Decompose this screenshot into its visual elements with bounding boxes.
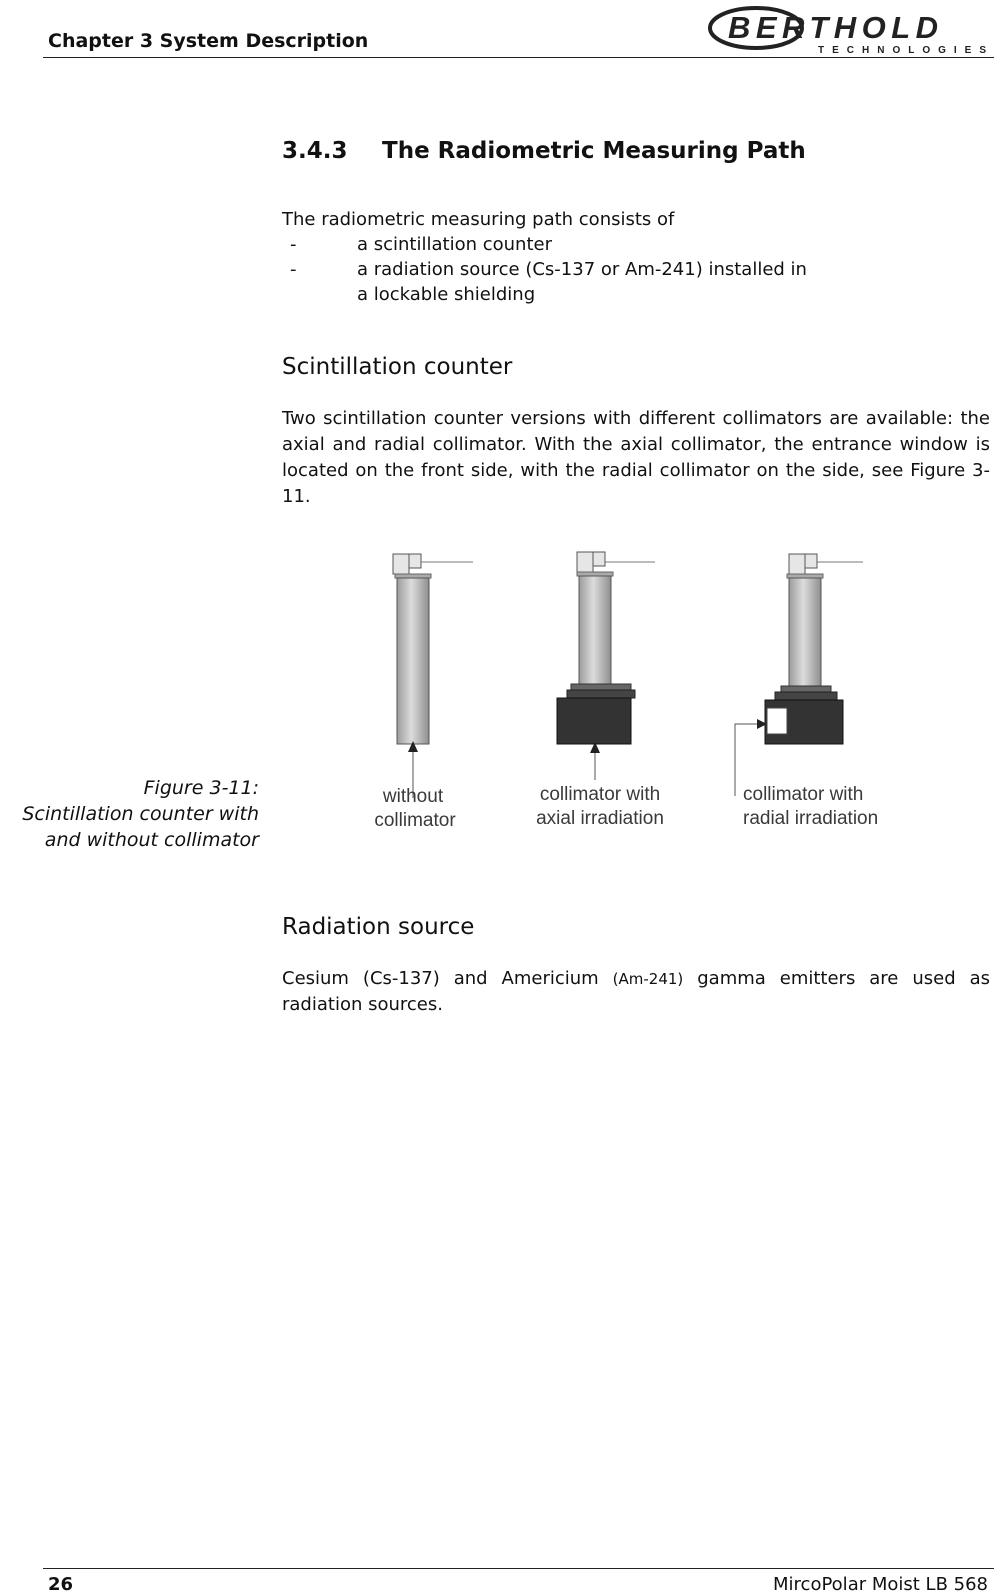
list-item-text: a radiation source (Cs-137 or Am-241) installed in	[357, 259, 807, 280]
document-name: MircoPolar Moist LB 568	[773, 1574, 988, 1595]
list-dash: -	[290, 234, 297, 255]
scintillation-counter-figure	[355, 548, 915, 848]
section-title	[282, 138, 806, 164]
radiation-text-start: Cesium (Cs-137) and Americium	[282, 968, 599, 989]
subheading-scintillation: Scintillation counter	[282, 354, 513, 380]
subheading-radiation: Radiation source	[282, 914, 475, 940]
berthold-logo	[700, 4, 994, 56]
chapter-title: Chapter 3 System Description	[48, 30, 369, 52]
footer-rule	[43, 1568, 994, 1569]
detector-axial-collimator	[557, 552, 655, 780]
figure-caption	[0, 775, 259, 853]
header-rule	[43, 57, 994, 58]
radiation-text-end: gamma emitters are used as radiation sources.	[282, 968, 990, 1015]
scintillation-paragraph: Two scintillation counter versions with different collimators are available: the axial and radial collimator. With the axial collimator, the entrance window is located on the front side, with the radial collimator on the side, see Figure 3-11.	[282, 408, 990, 507]
label-radial-line1: collimator with	[743, 784, 864, 805]
label-without-line2: collimator	[374, 810, 456, 831]
label-radial-line2: radial irradiation	[743, 808, 879, 829]
list-item-text: a lockable shielding	[357, 284, 536, 305]
caption-line: and without collimator	[44, 829, 259, 851]
radiation-text-am: (Am-241)	[612, 970, 684, 988]
detector-without-collimator	[393, 554, 473, 798]
detector-radial-collimator	[735, 554, 863, 796]
list-dash: -	[290, 259, 297, 280]
label-axial-line2: axial irradiation	[536, 808, 664, 829]
label-without-line1: without	[382, 786, 444, 807]
list-item	[282, 232, 982, 257]
caption-line: Figure 3-11:	[143, 777, 259, 799]
logo-main-text: BERTHOLD	[728, 10, 938, 45]
label-axial-line1: collimator with	[539, 784, 661, 805]
caption-line: Scintillation counter with	[22, 803, 259, 825]
radiation-paragraph	[282, 966, 990, 1018]
section-number: 3.4.3	[282, 138, 348, 164]
logo-sub-text: TECHNOLOGIES	[818, 45, 992, 56]
intro-lead: The radiometric measuring path consists of	[282, 209, 675, 230]
list-item	[282, 257, 982, 307]
page-number: 26	[48, 1574, 74, 1595]
list-item-text: a scintillation counter	[357, 234, 552, 255]
section-title-text: The Radiometric Measuring Path	[382, 138, 806, 164]
